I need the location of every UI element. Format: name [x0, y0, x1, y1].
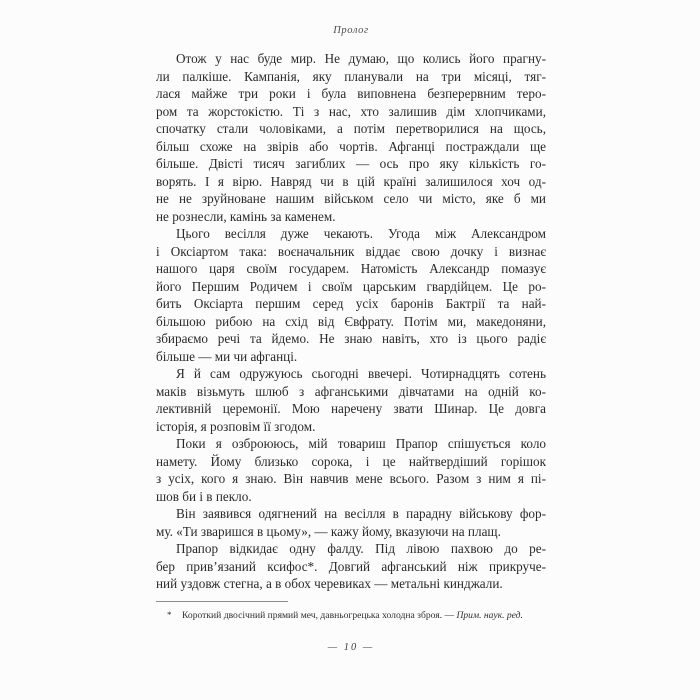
text-line: маків візьмуть шлюб з афганськими дівчатами на одній ко-	[156, 383, 546, 399]
text-line: Поки я озброююсь, мій товариш Прапор спішується коло	[176, 436, 546, 451]
text-line: лася майже три роки і була виповнена безперервним теро-	[156, 86, 546, 101]
text-line: більшою рибою на схід від Євфрату. Потім ми, македоняни,	[156, 313, 546, 329]
text-line: ний уздовж стегна, а в обох черевиках — метальні кинджали.	[156, 576, 503, 591]
text-line: Він заявився одягнений на весілля в парадну військову фор-	[176, 506, 546, 521]
footnote-body-text: Короткий двосічний прямий меч, давньогрецька холодна зброя. —	[182, 610, 457, 621]
text-line: збираємо речі та йдемо. Не знаю навіть, хто із цього радіє	[156, 331, 546, 346]
text-line: шов би і в пекло.	[156, 488, 252, 504]
text-line: нашого царя своїм государем. Натомість Александр помазує	[156, 261, 546, 276]
text-line: не рознесли, камінь за каменем.	[156, 208, 336, 224]
text-line: лективній церемонії. Мою наречену звати Шинар. Це довга	[156, 401, 546, 416]
text-line: його Першим Родичем і своїм царським гвардійцем. Це ро-	[156, 278, 546, 294]
text-line: Прапор відкидає одну фалду. Під лівою пахвою до ре-	[176, 541, 546, 556]
page-number: — 10 —	[327, 642, 375, 653]
text-line: ли палкіше. Кампанія, яку планували на три місяці, тяг-	[156, 68, 546, 84]
text-line: більше — ми чи афганці.	[156, 348, 298, 364]
text-line: му. «Ти зваришся в цьому», — кажу йому, вказуючи на плащ.	[156, 523, 501, 539]
text-line: Цього весілля дуже чекають. Угода між Александром	[176, 226, 546, 241]
text-line: бер прив’язаний ксифос*. Довгий афганський ніж прикруче-	[156, 558, 546, 574]
text-line: більш схоже на звірів або чортів. Афганці постраждали ще	[156, 138, 546, 154]
footnote-text	[182, 609, 556, 622]
running-header: Пролог	[333, 25, 369, 36]
text-line: Я й сам одружуюсь сьогодні ввечері. Чотирнадцять сотень	[176, 366, 546, 381]
text-line: ром та жорстокістю. Ті з нас, хто залишив дім хлопчиками,	[156, 103, 546, 119]
text-line: не не зруйноване нашим військом село чи місто, яке б ми	[156, 191, 546, 206]
footnote-separator	[156, 601, 288, 602]
text-line: спочатку стали чоловіками, а потім перетворилися на щось,	[156, 121, 546, 136]
text-line: бить Оксіарта першим серед усіх баронів Бактрії та най-	[156, 296, 546, 311]
text-line: ворять. І я вірю. Навряд чи в цій країні залишилося хоч од-	[156, 173, 546, 189]
text-block	[156, 50, 546, 593]
text-line: більше. Двісті тисяч загиблих — ось про яку кількість го-	[156, 156, 546, 171]
footnote-attribution: Прим. наук. ред.	[456, 610, 523, 621]
text-line: історія, я розповім її згодом.	[156, 418, 316, 434]
text-line: з усіх, кого я знаю. Він навчив мене всього. Разом з ним я пі-	[156, 471, 546, 486]
text-line: і Оксіартом така: воєначальник віддає свою дочку і визнає	[156, 243, 546, 259]
text-line: Отож у нас буде мир. Не думаю, що колись його прагну-	[176, 51, 546, 66]
text-line: намету. Йому близько сорока, і це найтвердіший горішок	[156, 453, 546, 469]
footnote	[156, 609, 556, 622]
footnote-marker: *	[167, 610, 172, 620]
